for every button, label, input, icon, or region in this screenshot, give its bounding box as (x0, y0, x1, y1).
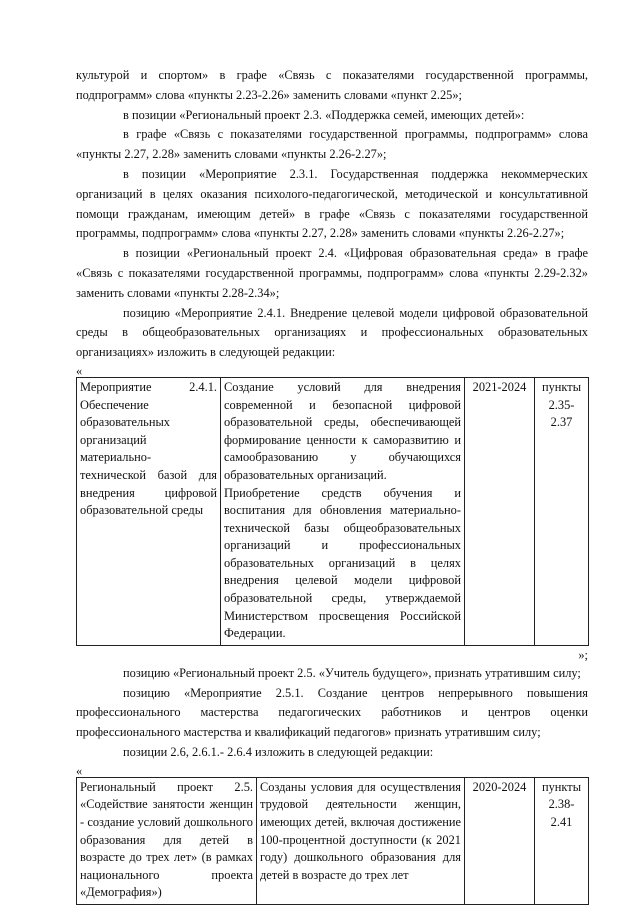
description-part-2: Приобретение средств обучения и воспитания для обновления материально-технической базы общеобразовательных организаций и профессиональных образовательных организаций в целях внедрения целевой модели цифровой образовательной среды, утверждаемой Министерством просвещения Российской Федерации. (224, 485, 461, 641)
paragraph-measure-2-4-1: позицию «Мероприятие 2.4.1. Внедрение целевой модели цифровой образовательной среды в общеобразовательных организациях и профессиональных образовательных организациях» изложить в следующей редакции: (76, 305, 588, 360)
table-row (77, 377, 589, 645)
table-cell-name: Региональный проект 2.5. «Содействие занятости женщин - создание условий дошкольного образования для детей в возрасте до трех лет» (в рамках национального проекта «Демография») (77, 777, 257, 904)
document-page (76, 66, 588, 905)
table-measure-2-4-1 (76, 377, 589, 646)
paragraph-positions-2-6: позиции 2.6, 2.6.1.- 2.6.4 изложить в следующей редакции: (123, 745, 434, 760)
table-cell-points: пункты 2.35-2.37 (535, 377, 589, 645)
paragraph-measure-2-5-1: позицию «Мероприятие 2.5.1. Создание центров непрерывного повышения профессионального мастерства педагогических работников и центров оценки профессионального мастерства и квалификаций педагогов» признать утратившим силу; (76, 685, 588, 740)
paragraph-regional-project-2-5: позицию «Региональный проект 2.5. «Учитель будущего», признать утратившим силу; (123, 665, 581, 680)
table-cell-name: Мероприятие 2.4.1. Обеспечение образовательных организаций материально-технической базой для внедрения цифровой образовательной среды (77, 377, 221, 645)
table-cell-years: 2020-2024 (465, 777, 535, 904)
table-regional-project-2-5 (76, 777, 589, 905)
description-part-1: Создание условий для внедрения современной и безопасной цифровой образовательной среды, обеспечивающей формирование ценности к саморазвитию и самообразованию у обучающихся образовательных организаций. (224, 379, 461, 482)
paragraph-indicators-2-3: в графе «Связь с показателями государственной программы, подпрограмм» слова «пункты 2.27, 2.28» заменить словами «пункты 2.26-2.27»; (76, 127, 588, 162)
table-cell-points: пункты 2.38-2.41 (535, 777, 589, 904)
paragraph-measure-2-3-1: в позиции «Мероприятие 2.3.1. Государственная поддержка некоммерческих организаций в целях оказания психолого-педагогической, методической и консультативной помощи гражданам, имеющим детей» в графе «Связь с показателями государственной программы, подпрограмм» слова «пункты 2.27, 2.28» заменить словами «пункты 2.26-2.27»; (76, 166, 588, 241)
table-row (77, 777, 589, 904)
open-quote: « (76, 363, 83, 378)
close-quote: »; (578, 647, 588, 662)
open-quote-2: « (76, 763, 83, 778)
paragraph-regional-project-2-4: в позиции «Региональный проект 2.4. «Цифровая образовательная среда» в графе «Связь с показателями государственной программы, подпрограмм» слова «пункты 2.29-2.32» заменить словами «пункты 2.28-2.34»; (76, 246, 588, 300)
table-cell-description: Созданы условия для осуществления трудовой деятельности женщин, имеющих детей, включая достижение 100-процентной доступности (к 2021 году) дошкольного образования для детей в возрасте до трех лет (257, 777, 465, 904)
table-cell-years: 2021-2024 (465, 377, 535, 645)
table-cell-description (221, 377, 465, 645)
paragraph-regional-project-2-3: в позиции «Региональный проект 2.3. «Поддержка семей, имеющих детей»: (123, 107, 525, 122)
paragraph-continuation: культурой и спортом» в графе «Связь с показателями государственной программы, подпрограмм» слова «пункты 2.23-2.26» заменить словами «пункт 2.25»; (76, 68, 588, 102)
